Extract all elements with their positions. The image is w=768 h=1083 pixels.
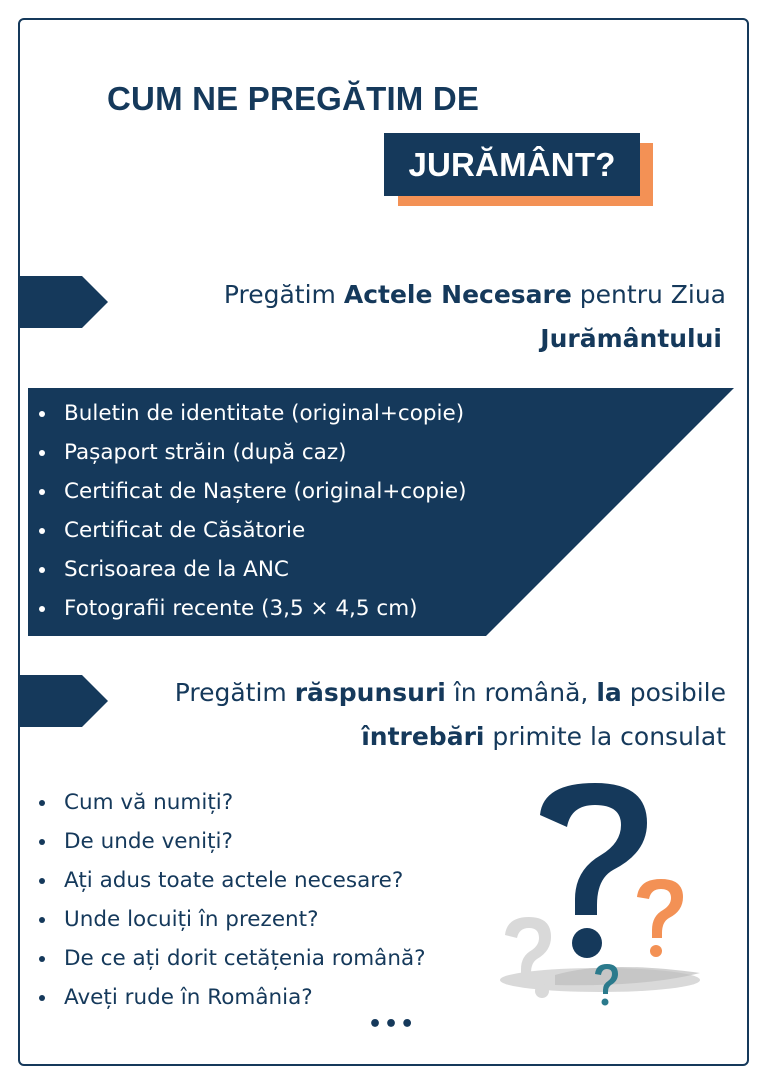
questions-list — [30, 783, 426, 1017]
arrow-marker-icon — [20, 276, 108, 328]
ellipsis: ••• — [368, 1012, 417, 1037]
list-item: Buletin de identitate (original+copie) — [30, 394, 467, 433]
title-line-2: JURĂMÂNT? — [384, 133, 640, 196]
section-2-heading-line-2: întrebări primite la consulat — [361, 722, 726, 751]
list-item: Aveți rude în România? — [30, 978, 426, 1017]
section-2-heading-line-1: Pregătim răspunsuri în română, la posibile — [174, 678, 726, 707]
question-marks-illustration — [495, 775, 710, 1015]
section-1-heading-line-2: Jurământului — [540, 324, 722, 353]
list-item: De unde veniți? — [30, 822, 426, 861]
list-item: Certificat de Căsătorie — [30, 511, 467, 550]
documents-list — [30, 394, 467, 628]
list-item: Fotografii recente (3,5 × 4,5 cm) — [30, 589, 467, 628]
list-item: De ce ați dorit cetățenia română? — [30, 939, 426, 978]
section-1-heading-line-1: Pregătim Actele Necesare pentru Ziua — [223, 280, 726, 309]
list-item: Ați adus toate actele necesare? — [30, 861, 426, 900]
list-item: Scrisoarea de la ANC — [30, 550, 467, 589]
list-item: Cum vă numiți? — [30, 783, 426, 822]
section-2-heading — [175, 671, 726, 759]
list-item: Certificat de Naștere (original+copie) — [30, 472, 467, 511]
list-item: Pașaport străin (după caz) — [30, 433, 467, 472]
arrow-marker-icon — [20, 675, 108, 727]
list-item: Unde locuiți în prezent? — [30, 900, 426, 939]
title-line-1: CUM NE PREGĂTIM DE — [107, 80, 480, 117]
section-1-heading — [224, 273, 726, 361]
